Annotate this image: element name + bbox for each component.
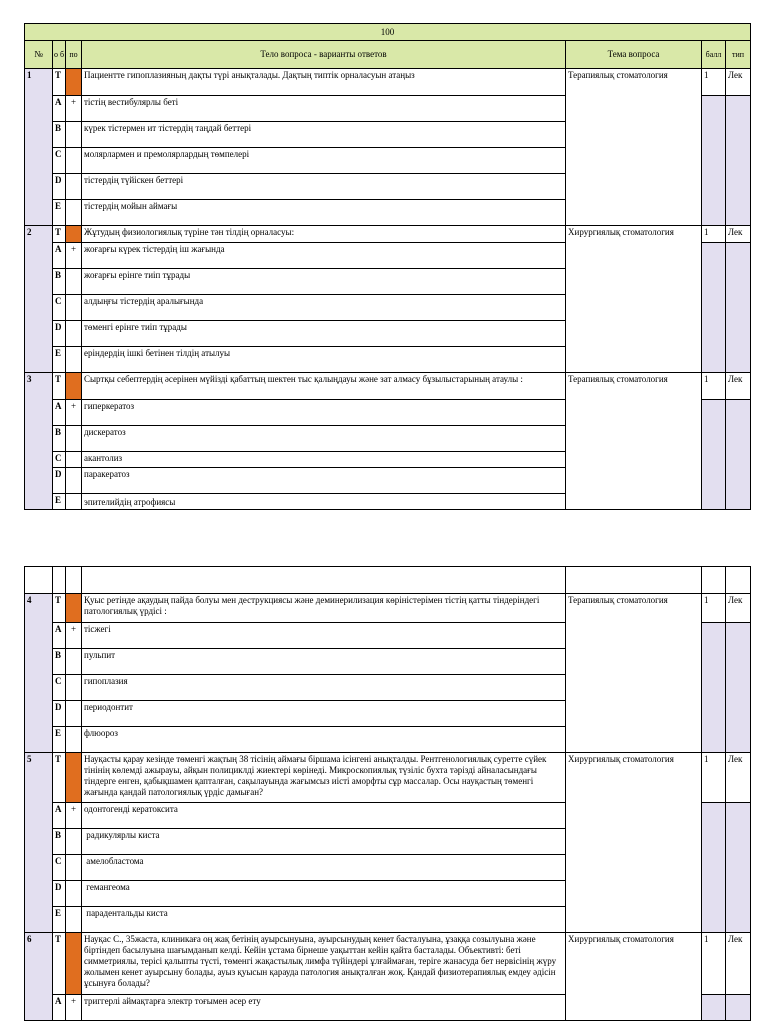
answer-text: еріндердің ішкі бетінен тілдің атылуы — [82, 347, 566, 373]
question-number: 3 — [25, 373, 53, 510]
empty-cell — [726, 567, 751, 594]
question-row — [25, 933, 751, 995]
header-question-body: Тело вопроса - варианты ответов — [82, 41, 566, 69]
ball-filler — [702, 400, 726, 510]
answer-letter: A — [53, 96, 66, 122]
answer-mark — [66, 295, 82, 321]
answer-letter: D — [53, 321, 66, 347]
question-topic: Хирургиялық стоматология — [566, 226, 702, 373]
answer-mark: + — [66, 623, 82, 649]
po-marker — [66, 753, 82, 803]
answer-mark — [66, 426, 82, 452]
question-number: 1 — [25, 69, 53, 226]
answer-text: күрек тістермен ит тістердің таңдай беттері — [82, 122, 566, 148]
questions-table-page-1 — [24, 23, 751, 510]
answer-letter: B — [53, 122, 66, 148]
answer-letter: B — [53, 426, 66, 452]
question-ball: 1 — [702, 373, 726, 400]
answer-text: амелобластома — [82, 855, 566, 881]
header-po: по — [66, 41, 82, 69]
type-filler — [726, 400, 751, 510]
answer-mark — [66, 148, 82, 174]
question-text: Жұтудың физиологиялық түріне тән тілдің орналасуы: — [82, 226, 566, 243]
empty-cell — [25, 567, 53, 594]
question-number: 2 — [25, 226, 53, 373]
question-text: Қуыс ретінде ақаудың пайда болуы мен деструкциясы және деминерилизация көрініcтерімен тістің қатты тіндеріндегі патологиялық үрдісі : — [82, 594, 566, 623]
empty-cell — [702, 567, 726, 594]
answer-mark — [66, 649, 82, 675]
question-topic: Терапиялық стоматология — [566, 69, 702, 226]
answer-text: жоғарғы күрек тістердің іш жағында — [82, 243, 566, 269]
answer-text: парадентальды киста — [82, 907, 566, 933]
question-ball: 1 — [702, 226, 726, 243]
answer-mark — [66, 675, 82, 701]
empty-cell — [53, 567, 66, 594]
answer-text: паракератоз — [82, 468, 566, 494]
header-type: тип — [726, 41, 751, 69]
question-marker-t: T — [53, 373, 66, 400]
answer-letter: E — [53, 200, 66, 226]
question-marker-t: T — [53, 594, 66, 623]
header-ball: балл — [702, 41, 726, 69]
question-text: Пациентте гипоплазияның дақты түрі анықталады. Дақтың типтік орналасуын атаңыз — [82, 69, 566, 96]
answer-text: гиперкератоз — [82, 400, 566, 426]
table-total-row — [25, 24, 751, 41]
question-topic: Хирургиялық стоматология — [566, 753, 702, 933]
question-marker-t: T — [53, 933, 66, 995]
answer-mark — [66, 321, 82, 347]
answer-letter: D — [53, 174, 66, 200]
po-marker — [66, 594, 82, 623]
question-ball: 1 — [702, 594, 726, 623]
answer-text: акантолиз — [82, 452, 566, 468]
answer-letter: A — [53, 995, 66, 1021]
question-type: Лек — [726, 594, 751, 623]
question-text: Науқасты қарау кезінде төменгі жақтың 38 тісінің аймағы біршама ісінгені анықталды. Рентгенологиялық суретте сүйек тінінің көлемді ажырауы, айқын полициклді жиектері көрінеді. Микроскопиялық түзіліс бухта тәрізді айналасындағы тіндерге енген, қабықшамен қапталған, сақылауында жағымсыз иісті аморфты сұр массалар. Осы науқастың төменгі жағында қандай патологиялық үрдіс дамыған? — [82, 753, 566, 803]
empty-cell — [566, 567, 702, 594]
question-type: Лек — [726, 226, 751, 243]
answer-text: радикулярлы киста — [82, 829, 566, 855]
answer-text: молярлармен и премолярлардың төмпелері — [82, 148, 566, 174]
answer-text: төменгі ерінге тиіп тұрады — [82, 321, 566, 347]
table-header-row — [25, 41, 751, 69]
question-row — [25, 753, 751, 803]
answer-mark — [66, 200, 82, 226]
answer-mark — [66, 494, 82, 510]
answer-text: жоғарғы ерінге тиіп тұрады — [82, 269, 566, 295]
answer-letter: A — [53, 400, 66, 426]
question-ball: 1 — [702, 69, 726, 96]
answer-text: тістердің түйіскен беттері — [82, 174, 566, 200]
po-marker — [66, 69, 82, 96]
question-row — [25, 594, 751, 623]
answer-letter: C — [53, 855, 66, 881]
question-topic: Хирургиялық стоматология — [566, 933, 702, 1021]
ball-filler — [702, 995, 726, 1021]
po-marker — [66, 373, 82, 400]
ball-filler — [702, 243, 726, 373]
ball-filler — [702, 803, 726, 933]
answer-mark — [66, 907, 82, 933]
answer-text: триггерлі аймақтарға электр тоғымен әсер ету — [82, 995, 566, 1021]
answer-mark — [66, 269, 82, 295]
po-marker — [66, 226, 82, 243]
question-type: Лек — [726, 373, 751, 400]
answer-mark — [66, 881, 82, 907]
header-topic: Тема вопроса — [566, 41, 702, 69]
answer-text: тісжегі — [82, 623, 566, 649]
question-type: Лек — [726, 69, 751, 96]
answer-letter: B — [53, 829, 66, 855]
question-ball: 1 — [702, 933, 726, 995]
answer-letter: D — [53, 701, 66, 727]
answer-mark — [66, 829, 82, 855]
question-row — [25, 69, 751, 96]
answer-mark — [66, 468, 82, 494]
answer-letter: E — [53, 907, 66, 933]
answer-mark: + — [66, 243, 82, 269]
answer-text: флюороз — [82, 727, 566, 753]
type-filler — [726, 96, 751, 226]
type-filler — [726, 803, 751, 933]
answer-letter: C — [53, 148, 66, 174]
question-number: 5 — [25, 753, 53, 933]
answer-letter: D — [53, 881, 66, 907]
question-ball: 1 — [702, 753, 726, 803]
answer-text: тістің вестибулярлы беті — [82, 96, 566, 122]
question-number: 6 — [25, 933, 53, 1021]
question-topic: Терапиялық стоматология — [566, 373, 702, 510]
question-marker-t: T — [53, 753, 66, 803]
type-filler — [726, 623, 751, 753]
question-number: 4 — [25, 594, 53, 753]
answer-letter: E — [53, 494, 66, 510]
answer-text: гипоплазия — [82, 675, 566, 701]
answer-mark: + — [66, 803, 82, 829]
type-filler — [726, 995, 751, 1021]
answer-letter: E — [53, 347, 66, 373]
answer-letter: B — [53, 649, 66, 675]
answer-mark — [66, 452, 82, 468]
answer-mark — [66, 727, 82, 753]
question-marker-t: T — [53, 226, 66, 243]
question-marker-t: T — [53, 69, 66, 96]
answer-mark — [66, 122, 82, 148]
answer-text: гемангеома — [82, 881, 566, 907]
question-topic: Терапиялық стоматология — [566, 594, 702, 753]
answer-letter: B — [53, 269, 66, 295]
answer-mark — [66, 855, 82, 881]
answer-mark: + — [66, 96, 82, 122]
answer-text: периодонтит — [82, 701, 566, 727]
ball-filler — [702, 623, 726, 753]
type-filler — [726, 243, 751, 373]
answer-mark: + — [66, 995, 82, 1021]
empty-cell — [82, 567, 566, 594]
question-type: Лек — [726, 753, 751, 803]
answer-text: пульпит — [82, 649, 566, 675]
empty-header-row — [25, 567, 751, 594]
answer-letter: C — [53, 452, 66, 468]
question-type: Лек — [726, 933, 751, 995]
answer-text: дискератоз — [82, 426, 566, 452]
po-marker — [66, 933, 82, 995]
questions-table-page-2 — [24, 566, 751, 1021]
answer-letter: A — [53, 243, 66, 269]
answer-letter: C — [53, 295, 66, 321]
answer-letter: E — [53, 727, 66, 753]
question-row — [25, 226, 751, 243]
answer-text: эпителийдің атрофиясы — [82, 494, 566, 510]
question-row — [25, 373, 751, 400]
answer-letter: D — [53, 468, 66, 494]
header-ob: о б — [53, 41, 66, 69]
answer-text: алдыңғы тістердің аралығында — [82, 295, 566, 321]
answer-letter: A — [53, 623, 66, 649]
answer-text: одонтогенді кератоксита — [82, 803, 566, 829]
empty-cell — [66, 567, 82, 594]
question-text: Сыртқы себептердің әсерінен мүйізді қабаттың шектен тыс қалыңдауы және зат алмасу бұзылыстарының атаулы : — [82, 373, 566, 400]
answer-mark — [66, 174, 82, 200]
answer-letter: A — [53, 803, 66, 829]
answer-text: тістердің мойын аймағы — [82, 200, 566, 226]
header-number: № — [25, 41, 53, 69]
answer-mark — [66, 347, 82, 373]
ball-filler — [702, 96, 726, 226]
question-text: Науқас С., 35жаста, клиникаға оң жақ бетінің ауырсынуына, ауырсынудың кенет басталуына, ұзаққа созылуына және біртіндеп басылуына шағымданып келді. Кейін ұстама бірнеше уақыттан кейін қайта басталады. Объективті: беті симметриялы, терісі қалыпты түсті, төменгі жақастылық лимфа түйіндері ұлғаймаған, теріге жанасуда бет нервісінің жүру жолымен кенет ауырсыну болады, ауыз қуысын қарауда патология анықталған жоқ. Қандай физиотерапиялық емдеу әдісін ұсынуға болады? — [82, 933, 566, 995]
answer-mark: + — [66, 400, 82, 426]
answer-letter: C — [53, 675, 66, 701]
answer-mark — [66, 701, 82, 727]
total-count: 100 — [25, 24, 751, 41]
